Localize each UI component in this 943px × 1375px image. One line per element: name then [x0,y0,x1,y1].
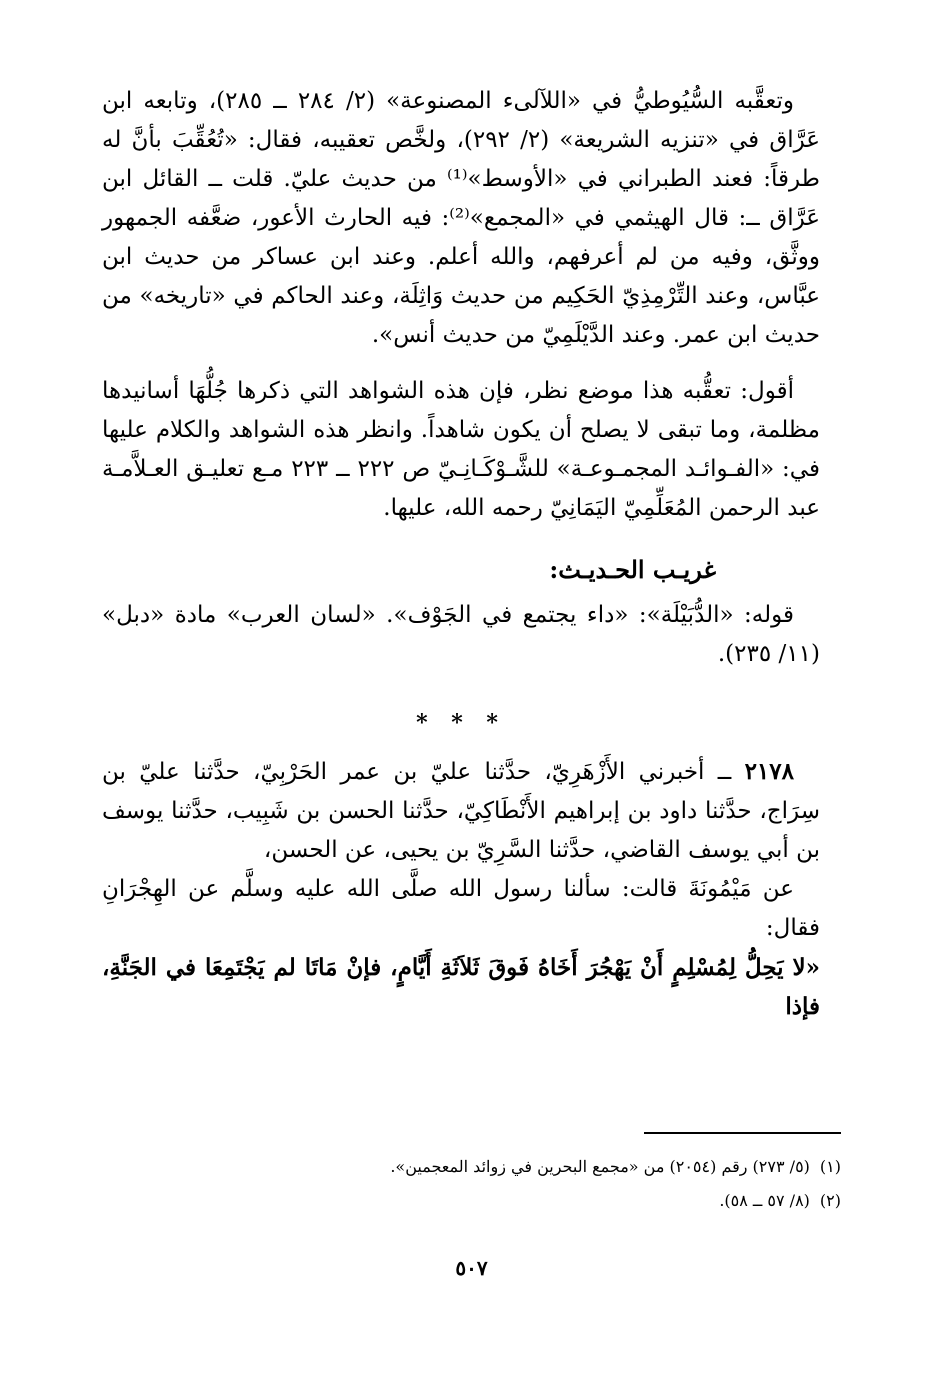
hadith-isnad: ــ أخبرني الأَزْهَرِيّ، حدَّثنا عليّ بن عمر الحَرْبِيّ، حدَّثنا عليّ بن سِرَاج، حدَّثنا داود بن إبراهيم الأَنْطَاكِيّ، حدَّثنا الحسن بن شَبِيب، حدَّثنا يوسف بن أبي يوسف القاضي، حدَّثنا السَّرِيّ بن يحيى، عن الحسن، [102,759,820,863]
hadith-number: ٢١٧٨ [744,758,794,785]
footnote-number: (١) [819,1157,841,1176]
paragraph-comment: أقول: تعقُّبه هذا موضع نظر، فإن هذه الشواهد التي ذكرها جُلُّهَا أسانيدها مظلمة، وما تبقى لا يصلح أن يكون شاهداً. وانظر هذه الشواهد والكلام عليها في: «الفـوائـد المجمـوعـة» للشَّـوْكَـانِـيّ ص ٢٢٢ ــ ٢٢٣ مـع تعليـق العـلاَّمـة عبد الرحمن المُعَلِّمِيّ اليَمَانِيّ رحمه الله، عليها. [102,378,820,521]
section-separator: * * * [416,710,506,736]
footnote-number: (٢) [819,1191,841,1210]
paragraph-hadith-matn: «لا يَحِلُّ لِمُسْلِمٍ أَنْ يَهْجُرَ أَخَاهُ فَوقَ ثَلاَثَةِ أَيَّامٍ، فإنْ مَاتَا لم يَجْتَمِعَا في الجَنَّةِ، فإذا [102,954,820,1020]
footnote-text: (٨/ ٥٧ ــ ٥٨). [719,1191,810,1210]
paragraph-takhrij: وتعقَّبه السُّيُوطيُّ في «اللآلىء المصنوعة» (٢/ ٢٨٤ ــ ٢٨٥)، وتابعه ابن عَرَّاق في «تنزيه الشريعة» (٢/ ٢٩٢)، ولخَّص تعقيبه، فقال: «تُعُقِّبَ بأنَّ له طرقاً: فعند الطبراني في «الأوسط»⁽¹⁾ من حديث عليّ. قلت ــ القائل ابن عَرَّاق ــ: قال الهيثمي في «المجمع»⁽²⁾: فيه الحارث الأعور، ضعَّفه الجمهور ووثَّق، وفيه من لم أعرفهم، والله أعلم. وعند ابن عساكر من حديث ابن عبَّاس، وعند التِّرْمِذِيّ الحَكِيم من حديث وَاثِلَة، وعند الحاكم في «تاريخه» من حديث ابن عمر. وعند الدَّيْلَمِيّ من حديث أنس». [102,88,820,348]
paragraph-hadith-isnad [102,752,820,870]
footnote-item [123,1150,841,1184]
section-heading-gharib: غريـب الحـديـث: [549,555,716,584]
footnote-item [123,1184,841,1218]
footnote-text: (٥/ ٢٧٣) رقم (٢٠٥٤) من «مجمع البحرين في زوائد المعجمين». [390,1157,810,1176]
page-body [102,82,820,1026]
page-number: ٥٠٧ [455,1256,488,1280]
paragraph-gharib: قوله: «الدُّبَيْلَة»: «داء يجتمع في الجَوْف». «لسان العرب» مادة «دبل» (١١/ ٢٣٥). [102,602,820,667]
footnotes [123,1150,841,1218]
footnote-divider [644,1132,841,1134]
paragraph-hadith-intro: عن مَيْمُونَةَ قالت: سألنا رسول الله صلَّى الله عليه وسلَّم عن الهِجْرَانِ فقال: [102,876,820,941]
